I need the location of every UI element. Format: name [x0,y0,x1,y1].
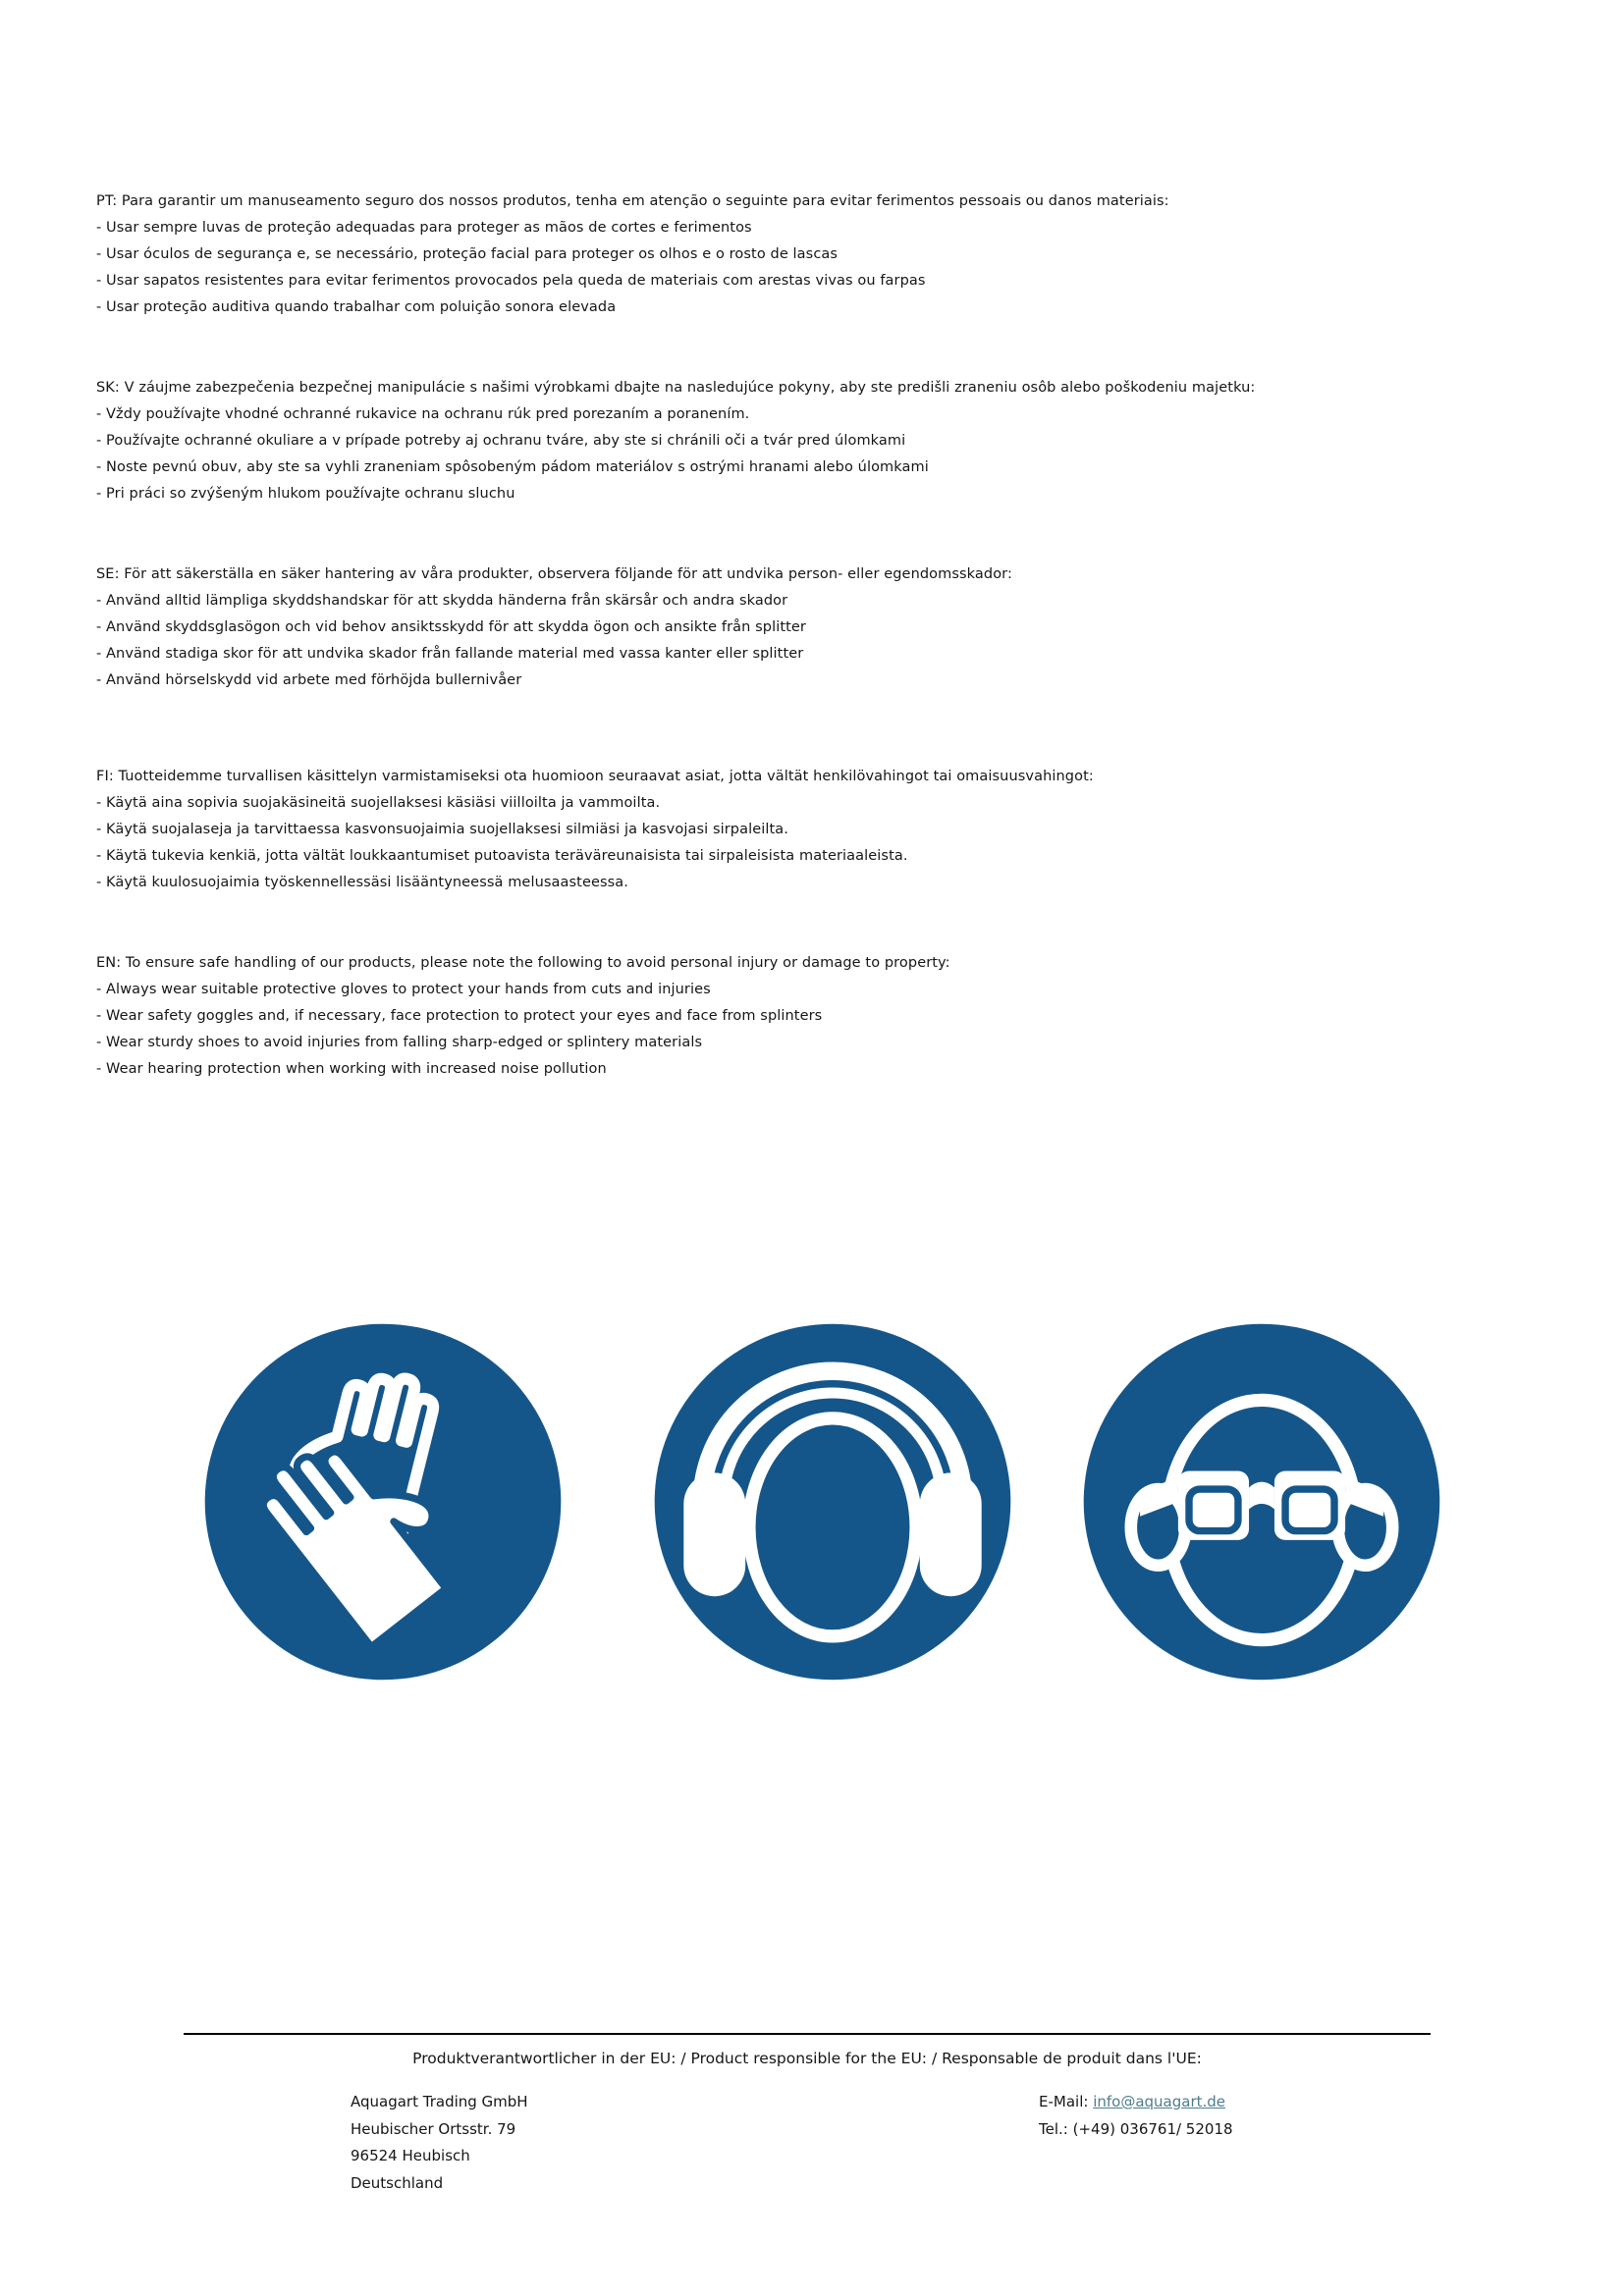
bullet-en-3: - Wear sturdy shoes to avoid injuries from falling sharp-edged or splintery materials [96,1035,703,1050]
email-link[interactable]: info@aquagart.de [1093,2093,1226,2110]
section-intro-fi: FI: Tuotteidemme turvallisen käsittelyn varmistamiseksi ota huomioon seuraavat asiat, jotta vältät henkilövahingot tai omaisuusvahingot: [96,769,1094,784]
footer-divider [184,2033,1431,2035]
section-intro-pt: PT: Para garantir um manuseamento seguro dos nossos produtos, tenha em atenção o seguinte para evitar ferimentos pessoais ou danos materiais: [96,193,1169,209]
company-name: Aquagart Trading GmbH [351,2093,528,2110]
bullet-fi-4: - Käytä kuulosuojaimia työskennellessäsi lisääntyneessä melusaasteessa. [96,875,628,890]
company-address [351,2089,528,2197]
section-intro-en: EN: To ensure safe handling of our products, please note the following to avoid personal injury or damage to property: [96,955,950,971]
bullet-en-2: - Wear safety goggles and, if necessary, face protection to protect your eyes and face from splinters [96,1008,823,1024]
email-line [1039,2089,1233,2116]
bullet-sk-3: - Noste pevnú obuv, aby ste sa vyhli zraneniam spôsobeným pádom materiálov s ostrými hranami alebo úlomkami [96,459,929,475]
bullet-se-1: - Använd alltid lämpliga skyddshandskar för att skydda händerna från skärsår och andra skador [96,593,788,609]
bullet-en-1: - Always wear suitable protective gloves to protect your hands from cuts and injuries [96,982,711,997]
company-city: 96524 Heubisch [351,2147,470,2164]
bullet-sk-1: - Vždy používajte vhodné ochranné rukavice na ochranu rúk pred porezaním a poranením. [96,406,750,422]
wear-ear-protection-icon [651,1320,1014,1683]
email-label: E-Mail: [1039,2093,1094,2110]
bullet-pt-4: - Usar proteção auditiva quando trabalhar com poluição sonora elevada [96,299,617,315]
bullet-pt-2: - Usar óculos de segurança e, se necessário, proteção facial para proteger os olhos e o rosto de lascas [96,246,839,262]
bullet-sk-4: - Pri práci so zvýšeným hlukom používajte ochranu sluchu [96,486,515,502]
company-country: Deutschland [351,2173,444,2192]
lang-section-en [96,950,1549,1083]
bullet-se-2: - Använd skyddsglasögon och vid behov ansiktsskydd för att skydda ögon och ansikte från splitter [96,619,806,635]
mandatory-sign-ear-protection [651,1320,1014,1683]
lang-section-sk [96,375,1549,507]
contact-info [1039,2089,1233,2143]
wear-protective-gloves-icon [201,1320,565,1683]
lang-section-pt [96,188,1549,321]
wear-eye-protection-icon [1080,1320,1443,1683]
company-street: Heubischer Ortsstr. 79 [351,2119,516,2138]
phone-number: Tel.: (+49) 036761/ 52018 [1039,2119,1233,2138]
footer-heading: Produktverantwortlicher in der EU: / Product responsible for the EU: / Responsable de produit dans l'UE: [412,2050,1202,2067]
pictogram-row [0,1320,1624,1683]
bullet-fi-3: - Käytä tukevia kenkiä, jotta vältät loukkaantumiset putoavista teräväreunaisista tai sirpaleisista materiaaleista. [96,848,908,864]
lang-section-se [96,561,1549,694]
bullet-fi-1: - Käytä aina sopivia suojakäsineitä suojellaksesi käsiäsi viilloilta ja vammoilta. [96,795,661,811]
safety-instructions [96,188,1549,1137]
bullet-sk-2: - Používajte ochranné okuliare a v prípade potreby aj ochranu tváre, aby ste si chránili oči a tvár pred úlomkami [96,433,906,449]
mandatory-sign-gloves [201,1320,565,1683]
bullet-se-4: - Använd hörselskydd vid arbete med förhöjda bullernivåer [96,672,522,688]
bullet-se-3: - Använd stadiga skor för att undvika skador från fallande material med vassa kanter eller splitter [96,646,804,662]
bullet-en-4: - Wear hearing protection when working with increased noise pollution [96,1061,607,1077]
section-intro-sk: SK: V záujme zabezpečenia bezpečnej manipulácie s našimi výrobkami dbajte na nasledujúce pokyny, aby ste predišli zraneniu osôb alebo poškodeniu majetku: [96,380,1256,396]
bullet-pt-1: - Usar sempre luvas de proteção adequadas para proteger as mãos de cortes e ferimentos [96,220,752,236]
bullet-fi-2: - Käytä suojalaseja ja tarvittaessa kasvonsuojaimia suojellaksesi silmiäsi ja kasvojasi sirpaleilta. [96,822,788,837]
lang-section-fi [96,764,1549,896]
section-intro-se: SE: För att säkerställa en säker hantering av våra produkter, observera följande för att undvika person- eller egendomsskador: [96,566,1012,582]
bullet-pt-3: - Usar sapatos resistentes para evitar ferimentos provocados pela queda de materiais com arestas vivas ou farpas [96,273,926,289]
mandatory-sign-eye-protection [1080,1320,1443,1683]
